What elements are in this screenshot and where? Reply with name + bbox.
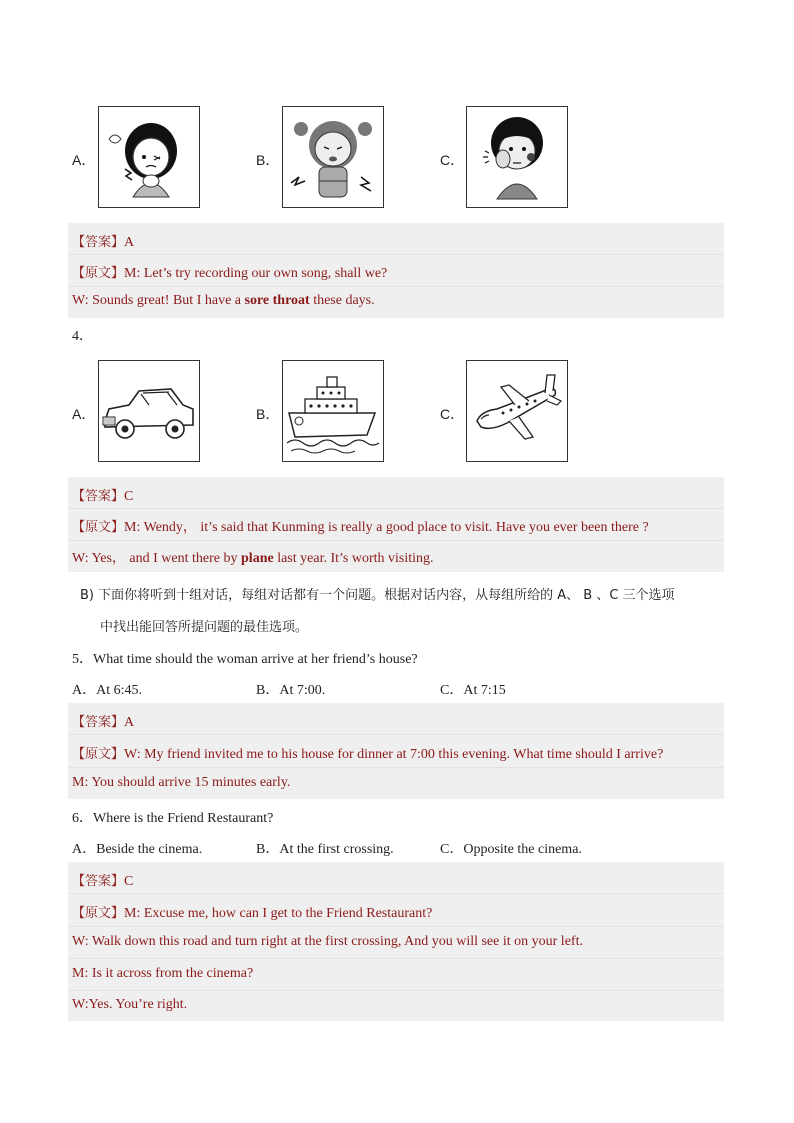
q5-script-line-2: M: You should arrive 15 minutes early. (72, 775, 291, 790)
q6-script-line-3: M: Is it across from the cinema? (72, 966, 254, 981)
q5-option-a[interactable]: A．At 6:45. (72, 683, 142, 698)
divider (68, 893, 724, 894)
q5-option-c[interactable]: C．At 7:15 (440, 683, 506, 698)
script-text: W: Sounds great! But I have a (72, 293, 245, 308)
girl-toothache-icon (466, 106, 568, 208)
script-text: W: My friend invited me to his house for dinner at 7:00 this evening. What time should I arrive? (124, 747, 664, 762)
answer-value: C (124, 874, 134, 889)
q5-option-b[interactable]: B．At 7:00. (256, 683, 326, 698)
keyword-highlight: plane (241, 551, 274, 566)
q6-answer-box (68, 862, 724, 1021)
script-text: these days. (309, 293, 375, 308)
option-letter: A． (72, 152, 96, 168)
q6-script-line-1 (72, 902, 432, 922)
script-text: W: Yes， and I went there by (72, 551, 242, 566)
girl-stomachache-icon (282, 106, 384, 208)
q5-answer-box (68, 703, 724, 799)
option-letter: A． (72, 406, 96, 422)
keyword-highlight: sore throat (244, 293, 310, 308)
divider (68, 508, 724, 509)
script-tag: 【原文】 (72, 906, 125, 921)
answer-tag: 【答案】 (72, 489, 125, 504)
q6-question: 6．Where is the Friend Restaurant? (72, 811, 274, 826)
script-tag: 【原文】 (72, 520, 125, 535)
q3-answer-line (72, 231, 134, 251)
script-text: M: Let’s try recording our own song, shall we? (124, 266, 388, 281)
option-letter: B． (256, 152, 280, 168)
answer-value: A (124, 235, 135, 250)
script-tag: 【原文】 (72, 747, 125, 762)
q5-script-line-1 (72, 743, 663, 763)
q4-answer-line (72, 485, 133, 505)
answer-tag: 【答案】 (72, 235, 125, 250)
q4-script-line-1 (72, 516, 649, 536)
script-text: M: Wendy， it’s said that Kunming is really a good place to visit. Have you ever been there ? (124, 520, 649, 535)
q6-script-line-2: W: Walk down this road and turn right at the first crossing, And you will see it on your left. (72, 934, 583, 949)
divider (68, 540, 724, 541)
q4-script-line-2 (72, 547, 434, 567)
q3-script-line-2 (72, 293, 375, 309)
script-text: last year. It’s worth visiting. (273, 551, 434, 566)
q5-answer-line (72, 711, 134, 731)
divider (68, 926, 724, 927)
q6-option-c[interactable]: C．Opposite the cinema. (440, 842, 582, 857)
answer-value: A (124, 715, 135, 730)
divider (68, 767, 724, 768)
option-letter: B． (256, 406, 280, 422)
q6-option-a[interactable]: A．Beside the cinema. (72, 842, 203, 857)
car-icon (98, 360, 200, 462)
plane-icon (466, 360, 568, 462)
divider (68, 286, 724, 287)
q4-number: 4． (72, 329, 93, 344)
answer-tag: 【答案】 (72, 715, 125, 730)
q4-answer-box (68, 477, 724, 572)
script-tag: 【原文】 (72, 266, 125, 281)
q6-answer-line (72, 870, 133, 890)
option-letter: C． (440, 152, 465, 168)
girl-sore-throat-icon (98, 106, 200, 208)
q3-answer-box (68, 223, 724, 318)
q6-option-b[interactable]: B．At the first crossing. (256, 842, 394, 857)
q4-picture-options (72, 360, 632, 464)
divider (68, 254, 724, 255)
answer-tag: 【答案】 (72, 874, 125, 889)
divider (68, 990, 724, 991)
ship-icon (282, 360, 384, 462)
q3-script-line-1 (72, 262, 387, 282)
answer-value: C (124, 489, 134, 504)
script-text: M: Excuse me, how can I get to the Friend Restaurant? (124, 906, 433, 921)
divider (68, 958, 724, 959)
q3-picture-options (72, 106, 632, 210)
section-b-instructions-line-2: 中找出能回答所提问题的最佳选项。 (100, 620, 309, 635)
option-letter: C． (440, 406, 465, 422)
divider (68, 734, 724, 735)
q6-script-line-4: W:Yes. You’re right. (72, 997, 188, 1012)
section-b-instructions-line-1: B) 下面你将听到十组对话，每组对话都有一个问题。根据对话内容，从每组所给的 A、 B 、C 三个选项 (80, 588, 675, 603)
q5-question: 5．What time should the woman arrive at her friend’s house? (72, 652, 418, 667)
